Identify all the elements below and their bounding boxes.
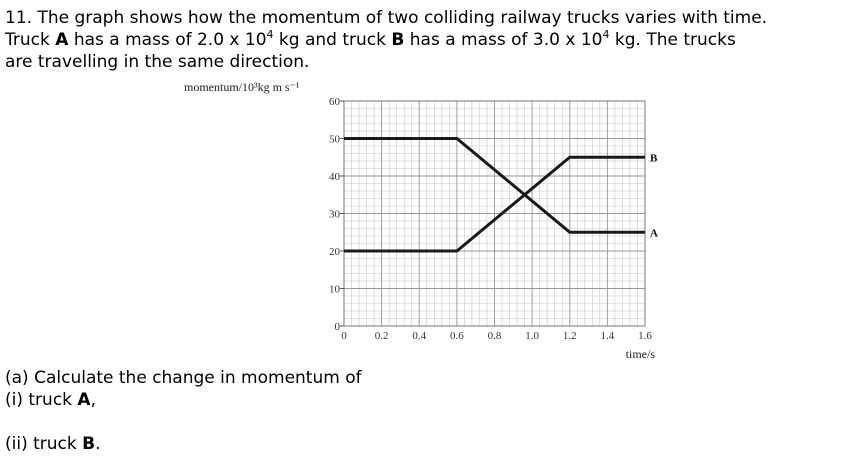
part-a-ii	[5, 433, 101, 455]
x-tick-label: 1.2	[562, 330, 577, 342]
exponent-b: 4	[602, 28, 610, 41]
part-aii-punct: .	[95, 434, 101, 454]
x-tick-label: 0	[341, 330, 347, 342]
y-tick-label: 60	[329, 96, 340, 108]
part-ai-punct: ,	[90, 390, 96, 410]
x-tick-label: 0.2	[374, 330, 389, 342]
question-text-1: The graph shows how the momentum of two colliding railway trucks varies with time.	[37, 8, 768, 28]
series-label-a: A	[650, 227, 658, 240]
question-number: 11.	[5, 8, 33, 28]
x-tick-label: 1.4	[600, 330, 615, 342]
x-tick-label: 1.6	[638, 330, 652, 342]
part-ai-text: (i) truck	[5, 390, 78, 410]
truck-a-bold: A	[55, 30, 69, 50]
series-lines	[344, 139, 658, 252]
x-tick-label: 0.4	[412, 330, 427, 342]
axis-ticks	[329, 96, 652, 342]
x-tick-label: 0.8	[487, 330, 502, 342]
y-tick-label: 20	[329, 246, 340, 258]
y-tick-label: 30	[329, 208, 340, 221]
x-tick-label: 0.6	[450, 330, 464, 342]
y-tick-label: 50	[329, 133, 340, 146]
truck-b-bold: B	[391, 30, 405, 50]
q2-text-a: Truck	[5, 30, 56, 50]
y-tick-label: 10	[329, 283, 340, 296]
part-aii-text: (ii) truck	[5, 434, 83, 454]
y-axis-label: momentum/10³kg m s⁻¹	[184, 80, 300, 94]
exponent-a: 4	[266, 28, 274, 41]
q2-text-e: kg. The trucks	[609, 30, 736, 50]
x-tick-label: 1.0	[525, 330, 539, 342]
q2-text-d: has a mass of 3.0 x 10	[404, 30, 603, 50]
part-aii-truck: B	[82, 434, 96, 454]
y-tick-label: 0	[334, 321, 340, 333]
question-line-3: are travelling in the same direction.	[5, 52, 310, 72]
part-a-prompt: (a) Calculate the change in momentum of	[5, 368, 362, 388]
part-ai-truck: A	[77, 390, 91, 410]
q2-text-b: has a mass of 2.0 x 10	[68, 30, 267, 50]
q2-text-c: kg and truck	[273, 30, 392, 50]
series-label-b: B	[650, 152, 658, 165]
part-a-i	[5, 389, 96, 411]
y-tick-label: 40	[329, 171, 340, 183]
x-axis-label: time/s	[625, 347, 655, 361]
